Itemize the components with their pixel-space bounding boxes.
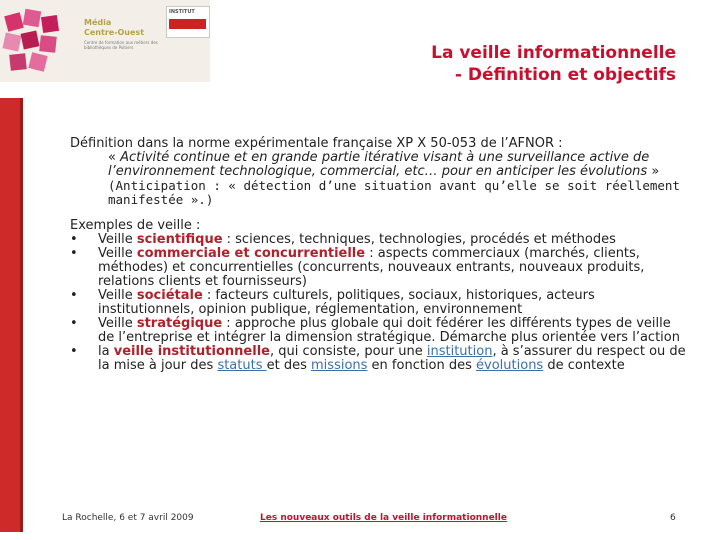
link-evolutions[interactable]: évolutions [476,358,544,373]
logo-block [0,0,210,82]
logo-tiles-icon [0,8,72,78]
footer-title: Les nouveaux outils de la veille informationnelle [260,513,507,523]
slide-body [70,137,690,373]
page-title: La veille informationnelle - Définition et objectifs [431,43,676,85]
page-number: 6 [670,513,676,523]
logo-brand: Média Centre-Ouest [84,18,145,37]
anticipation-note: (Anticipation : « détection d’une situation avant qu’elle se soit réellement manifestée ».) [108,178,680,207]
examples-intro: Exemples de veille : [70,218,201,233]
link-institution[interactable]: institution [426,344,493,359]
partner-logo: INSTITUT [166,6,210,38]
logo-subtitle: Centre de formation aux métiers des bibliothèques de Poitiers [84,40,158,50]
left-accent-bar [0,98,20,532]
list-item: • Veille scientifique : sciences, techniques, technologies, procédés et méthodes [70,232,616,247]
examples-list [70,233,690,373]
list-item: • Veille sociétale : facteurs culturels, politiques, sociaux, historiques, acteurs institutionnels, opinion publique, réglementation, environnement [70,288,595,317]
list-item: • Veille commerciale et concurrentielle : aspects commerciaux (marchés, clients, méthodes) et concurrentielles (concurrents, nouveaux entrants, nouveaux produits, relations clients et fournisseurs) [70,246,645,289]
link-missions[interactable]: missions [311,358,368,373]
link-statuts[interactable]: statuts [217,358,267,373]
definition-intro: Définition dans la norme expérimentale française XP X 50-053 de l’AFNOR : [70,136,563,151]
definition-quote: « Activité continue et en grande partie itérative visant à une surveillance active de l’environnement technologique, commercial, etc… pour en anticiper les évolutions » [108,150,660,179]
list-item: • Veille stratégique : approche plus globale qui doit fédérer les différents types de veille de l’entreprise et intégrer la dimension stratégique. Démarche plus orientée vers l’action [70,316,680,345]
list-item: • la veille institutionnelle, qui consiste, pour une institution, à s’assurer du respect ou de la mise à jour des statuts et des missions en fonction des évolutions de contexte [70,344,686,373]
footer-date: La Rochelle, 6 et 7 avril 2009 [62,513,194,523]
